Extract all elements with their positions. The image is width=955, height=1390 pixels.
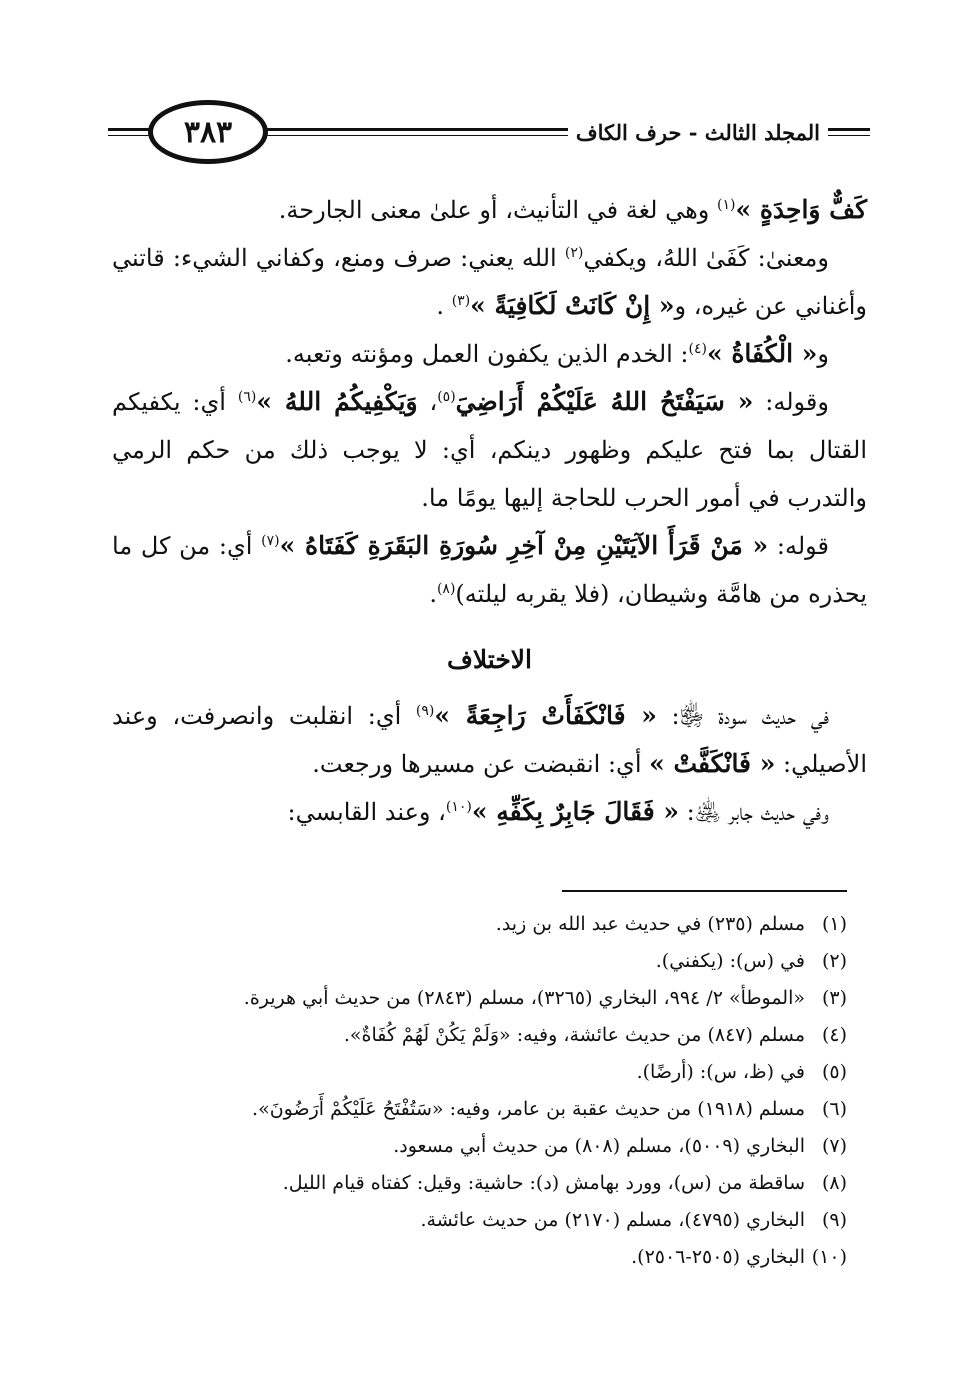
footnote-ref: (٦) bbox=[237, 389, 257, 405]
footnote-text: البخاري (٥٠٠٩)، مسلم (٨٠٨) من حديث أبي مسعود. bbox=[393, 1135, 805, 1157]
main-text bbox=[112, 186, 867, 836]
footnote-text: «الموطأ» ٢/ ٩٩٤، البخاري (٣٢٦٥)، مسلم (٢٨٤٣) من حديث أبي هريرة. bbox=[243, 987, 805, 1009]
quote: وَيَكْفِيكُمُ اللهُ » bbox=[256, 387, 418, 416]
quote: « فَانْكَفَّتْ » bbox=[649, 749, 776, 778]
footnote-ref: (٥) bbox=[437, 389, 456, 405]
footnote bbox=[87, 1054, 847, 1091]
footnote-text: البخاري (٢٥٠٥-٢٥٠٦). bbox=[631, 1246, 805, 1268]
footnote-text: في (س): (يكفني). bbox=[655, 950, 805, 972]
footnote-text: مسلم (١٩١٨) من حديث عقبة بن عامر، وفيه: «سَتُفْتَحُ عَلَيْكُمْ أَرَضُونَ». bbox=[252, 1098, 805, 1120]
paragraph-2: ومعنىٰ: كَفَىٰ اللهُ، ويكفي$^{(٢)}$ الله يعني: صرف ومنع، وكفاني الشيء: قاتني وأغناني عن غيره، و« إِنْ كَانَتْ لَكَافِيَةً »$^{(٣)}$ . bbox=[112, 244, 867, 320]
paragraph-7: وفي حديث جابر ﵁: « فَقَالَ جَابِرٌ بِكَفِّهِ »$^{(١٠)}$، وعند القابسي: bbox=[287, 797, 829, 826]
footnote-ref: (٨) bbox=[436, 581, 456, 597]
footnote-number: (٥) bbox=[821, 1061, 847, 1083]
footnote-number: (٣) bbox=[821, 987, 847, 1009]
footnote-ref: (١٠) bbox=[445, 799, 472, 815]
footnote-separator bbox=[562, 890, 847, 892]
footnote bbox=[87, 1091, 847, 1128]
footnote-number: (٧) bbox=[821, 1135, 847, 1157]
paragraph-1: كَفٌّ وَاحِدَةٍ »$^{(١)}$ وهي لغة في التأنيث، أو علىٰ معنى الجارحة. bbox=[278, 195, 867, 224]
footnote-text: البخاري (٤٧٩٥)، مسلم (٢١٧٠) من حديث عائشة. bbox=[420, 1209, 805, 1231]
paragraph-5: قوله: « مَنْ قَرَأَ الآيَتَيْنِ مِنْ آخِرِ سُورَةِ البَقَرَةِ كَفَتَاهُ »$^{(٧)}$ أي: من كل ما يحذره من هامَّة وشيطان، (فلا يقربه ليلته)$^{(٨)}$. bbox=[112, 531, 867, 608]
footnote-number: (٦) bbox=[821, 1098, 847, 1120]
footnote bbox=[87, 1165, 847, 1202]
footnote bbox=[87, 1128, 847, 1165]
footnote bbox=[87, 943, 847, 980]
footnote-ref: (٧) bbox=[261, 533, 280, 549]
footnote-text: مسلم (٨٤٧) من حديث عائشة، وفيه: «وَلَمْ يَكُنْ لَهُمْ كُفَاةٌ». bbox=[343, 1024, 805, 1046]
footnote-number: (١) bbox=[821, 913, 847, 935]
footnote-ref: (٣) bbox=[451, 293, 471, 309]
quote: كَفٌّ وَاحِدَةٍ » bbox=[735, 195, 867, 224]
section-title: الاختلاف bbox=[446, 645, 533, 674]
footnote bbox=[87, 980, 847, 1017]
footnote-text: مسلم (٢٣٥) في حديث عبد الله بن زيد. bbox=[495, 913, 805, 935]
footnote-number: (٩) bbox=[821, 1209, 847, 1231]
paragraph-3: و« الْكُفَاةُ »$^{(٤)}$: الخدم الذين يكفون العمل ومؤنته وتعبه. bbox=[285, 339, 829, 368]
quote: « الْكُفَاةُ » bbox=[706, 339, 818, 368]
footnote-number: (١٠) bbox=[811, 1246, 847, 1268]
footnote bbox=[87, 906, 847, 943]
page-header bbox=[108, 100, 870, 170]
running-head: المجلد الثالث - حرف الكاف bbox=[568, 120, 828, 145]
quote: « إِنْ كَانَتْ لَكَافِيَةً » bbox=[470, 291, 675, 320]
footnote bbox=[87, 1239, 847, 1276]
footnote-number: (٤) bbox=[821, 1024, 847, 1046]
footnote-number: (٨) bbox=[821, 1172, 847, 1194]
footnote-text: في (ظ، س): (أرضًا). bbox=[636, 1061, 805, 1083]
footnote-number: (٢) bbox=[821, 950, 847, 972]
footnote-ref: (١) bbox=[717, 197, 736, 213]
quote: « سَيَفْتَحُ اللهُ عَلَيْكُمْ أَرَاضِيَ bbox=[455, 387, 754, 416]
quote: « فَقَالَ جَابِرٌ بِكَفِّهِ » bbox=[471, 797, 679, 826]
quote: « مَنْ قَرَأَ الآيَتَيْنِ مِنْ آخِرِ سُورَةِ البَقَرَةِ كَفَتَاهُ » bbox=[279, 531, 769, 560]
footnote-ref: (٤) bbox=[688, 341, 707, 357]
footnote bbox=[87, 1017, 847, 1054]
footnote-text: ساقطة من (س)، وورد بهامش (د): حاشية: وقيل: كفتاه قيام الليل. bbox=[282, 1172, 805, 1194]
page-number: ٣٨٣ bbox=[148, 100, 268, 164]
paragraph-4: وقوله: « سَيَفْتَحُ اللهُ عَلَيْكُمْ أَرَاضِيَ$^{(٥)}$، وَيَكْفِيكُمُ اللهُ »$^{(٦)}$ أي: يكفيكم القتال بما فتح عليكم وظهور دينكم، أي: لا يوجب ذلك من حكم الرمي والتدرب في أمور الحرب للحاجة إليها يومًا ما. bbox=[112, 387, 867, 512]
footnote bbox=[87, 1202, 847, 1239]
quote: « فَانْكَفَأَتْ رَاجِعَةً » bbox=[434, 701, 657, 730]
footnote-ref: (٢) bbox=[564, 245, 584, 261]
footnotes bbox=[87, 906, 847, 1276]
paragraph-6: في حديث سودة ﵂: « فَانْكَفَأَتْ رَاجِعَةً »$^{(٩)}$ أي: انقلبت وانصرفت، وعند الأصيلي: « فَانْكَفَّتْ » أي: انقبضت عن مسيرها ورجعت. bbox=[112, 701, 867, 778]
footnote-ref: (٩) bbox=[415, 703, 435, 719]
